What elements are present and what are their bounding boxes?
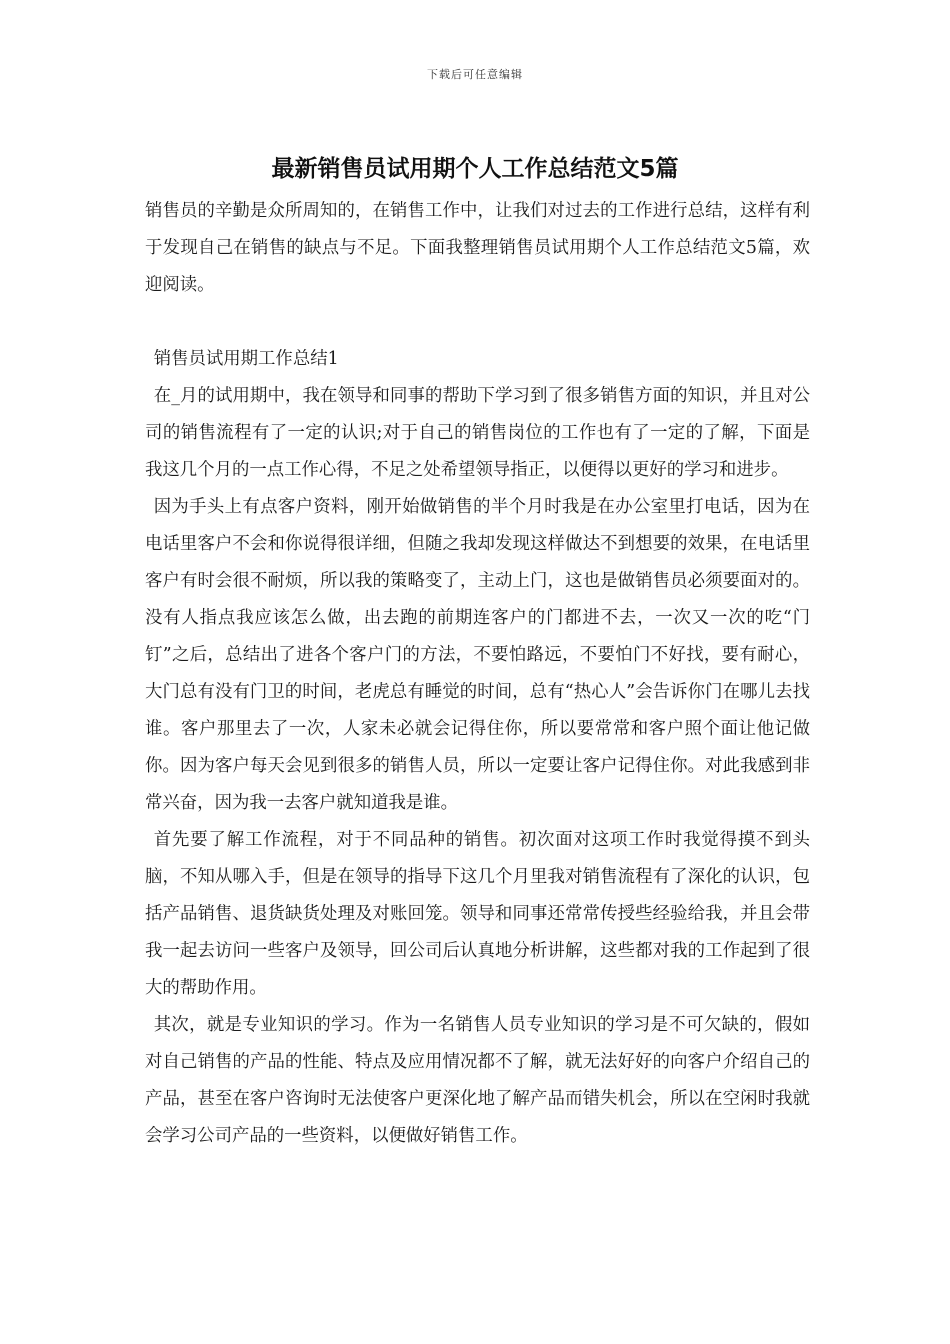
body-paragraph-2: 因为手头上有点客户资料，刚开始做销售的半个月时我是在办公室里打电话，因为在电话里客户不会和你说得很详细，但随之我却发现这样做达不到想要的效果，在电话里客户有时会很不耐烦，所以我的策略变了，主动上门，这也是做销售员必须要面对的。没有人指点我应该怎么做，出去跑的前期连客户的门都进不去，一次又一次的吃“门钉”之后，总结出了进各个客户门的方法，不要怕路远，不要怕门不好找，要有耐心，大门总有没有门卫的时间，老虎总有睡觉的时间，总有“热心人”会告诉你门在哪儿去找谁。客户那里去了一次，人家未必就会记得住你，所以要常常和客户照个面让他记做你。因为客户每天会见到很多的销售人员，所以一定要让客户记得住你。对此我感到非常兴奋，因为我一去客户就知道我是谁。 [145,497,810,813]
body-paragraph-3: 首先要了解工作流程，对于不同品种的销售。初次面对这项工作时我觉得摸不到头脑，不知从哪入手，但是在领导的指导下这几个月里我对销售流程有了深化的认识，包括产品销售、退货缺货处理及对账回笼。领导和同事还常常传授些经验给我，并且会带我一起去访问一些客户及领导，回公司后认真地分析讲解，这些都对我的工作起到了很大的帮助作用。 [145,830,810,998]
document-body [145,193,810,1155]
body-paragraph-4: 其次，就是专业知识的学习。作为一名销售人员专业知识的学习是不可欠缺的，假如对自己销售的产品的性能、特点及应用情况都不了解，就无法好好的向客户介绍自己的产品，甚至在客户咨询时无法使客户更深化地了解产品而错失机会，所以在空闲时我就会学习公司产品的一些资料，以便做好销售工作。 [145,1015,810,1146]
body-paragraph-1: 在_月的试用期中，我在领导和同事的帮助下学习到了很多销售方面的知识，并且对公司的销售流程有了一定的认识;对于自己的销售岗位的工作也有了一定的了解，下面是我这几个月的一点工作心得，不足之处希望领导指正，以便得以更好的学习和进步。 [145,386,810,480]
section-heading: 销售员试用期工作总结1 [153,349,339,369]
blank-line [145,304,810,341]
document-title: 最新销售员试用期个人工作总结范文5篇 [271,156,679,182]
header-note: 下载后可任意编辑 [427,68,523,81]
intro-paragraph: 销售员的辛勤是众所周知的，在销售工作中，让我们对过去的工作进行总结，这样有利于发现自己在销售的缺点与不足。下面我整理销售员试用期个人工作总结范文5篇，欢迎阅读。 [145,201,810,295]
